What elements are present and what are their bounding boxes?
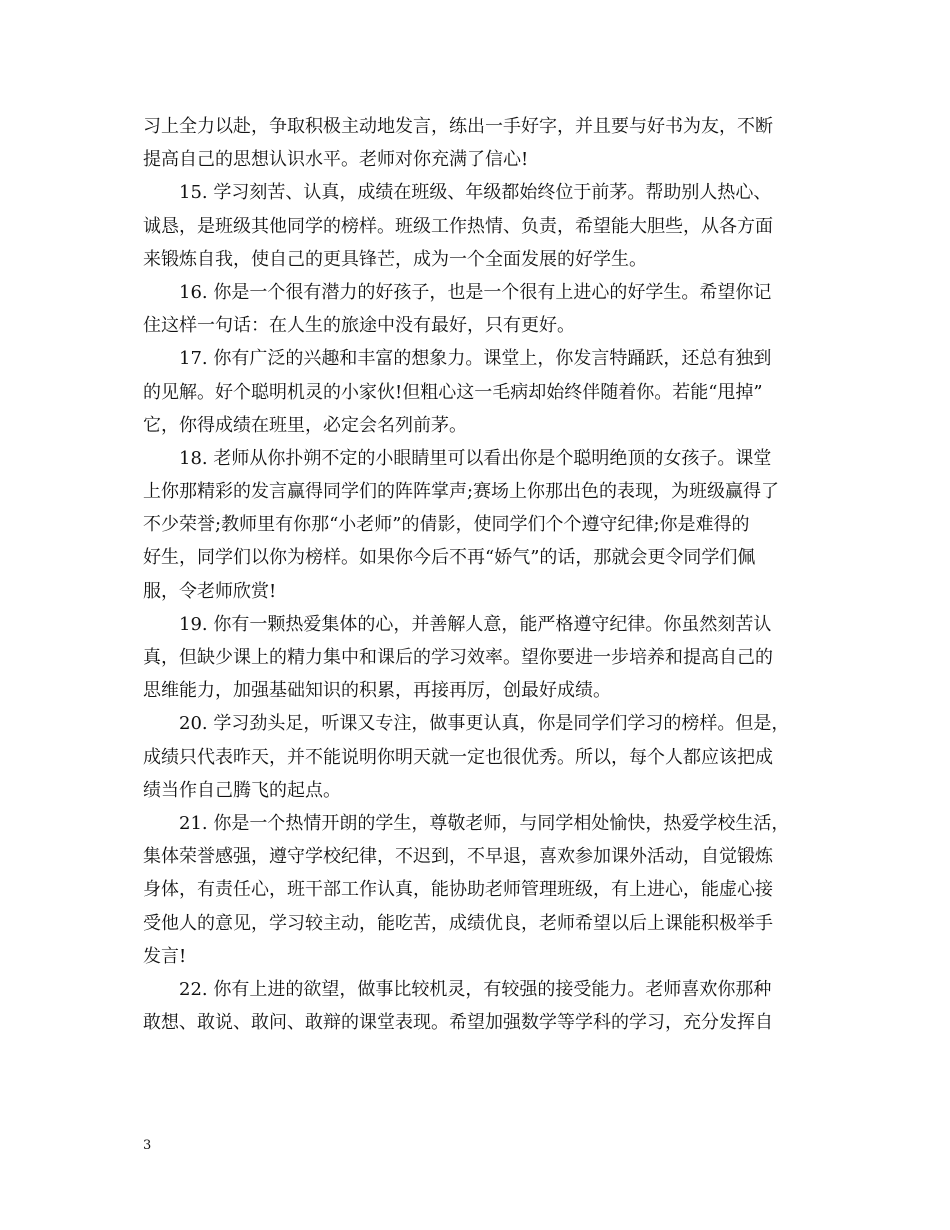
- text-line: 敢想、敢说、敢问、敢辩的课堂表现。希望加强数学等学科的学习，充分发挥自: [143, 1012, 773, 1034]
- text-line: 不少荣誉;教师里有你那“小老师”的倩影，使同学们个个遵守纪律;你是难得的: [143, 514, 750, 536]
- text-line: 受他人的意见，学习较主动，能吃苦，成绩优良，老师希望以后上课能积极举手: [143, 912, 773, 934]
- text-line: 17. 你有广泛的兴趣和丰富的想象力。课堂上，你发言特踊跃，还总有独到: [179, 348, 772, 370]
- text-line: 16. 你是一个很有潜力的好孩子，也是一个很有上进心的好学生。希望你记: [179, 281, 772, 303]
- text-line: 它，你得成绩在班里，必定会名列前茅。: [143, 414, 467, 436]
- text-line: 上你那精彩的发言赢得同学们的阵阵掌声;赛场上你那出色的表现，为班级赢得了: [143, 481, 780, 503]
- document-body: [143, 110, 823, 1039]
- text-line: 习上全力以赴，争取积极主动地发言，练出一手好字，并且要与好书为友，不断: [143, 116, 773, 137]
- text-line: 成绩只代表昨天，并不能说明你明天就一定也很优秀。所以，每个人都应该把成: [143, 746, 773, 768]
- text-line: 21. 你是一个热情开朗的学生，尊敬老师，与同学相处愉快，热爱学校生活，: [179, 812, 790, 834]
- text-line: 诚恳，是班级其他同学的榜样。班级工作热情、负责，希望能大胆些，从各方面: [143, 215, 773, 237]
- text-line: 集体荣誉感强，遵守学校纪律，不迟到，不早退，喜欢参加课外活动，自觉锻炼: [143, 846, 773, 868]
- text-line: 的见解。好个聪明机灵的小家伙!但粗心这一毛病却始终伴随着你。若能“甩掉”: [143, 381, 763, 403]
- text-line: 20. 学习劲头足，听课又专注，做事更认真，你是同学们学习的榜样。但是，: [179, 713, 790, 735]
- text-line: 18. 老师从你扑朔不定的小眼睛里可以看出你是个聪明绝顶的女孩子。课堂: [179, 447, 772, 469]
- text-line: 住这样一句话：在人生的旅途中没有最好，只有更好。: [143, 315, 575, 337]
- text-line: 好生，同学们以你为榜样。如果你今后不再“娇气”的话，那就会更令同学们佩: [143, 547, 756, 569]
- text-line: 发言!: [143, 945, 187, 967]
- text-line: 来锻炼自我，使自己的更具锋芒，成为一个全面发展的好学生。: [143, 248, 647, 270]
- page-number: 3: [143, 1138, 152, 1153]
- text-line: 提高自己的思想认识水平。老师对你充满了信心!: [143, 149, 529, 171]
- text-line: 22. 你有上进的欲望，做事比较机灵，有较强的接受能力。老师喜欢你那种: [179, 978, 772, 1000]
- text-line: 19. 你有一颗热爱集体的心，并善解人意，能严格遵守纪律。你虽然刻苦认: [179, 613, 772, 635]
- text-line: 真，但缺少课上的精力集中和课后的学习效率。望你要进一步培养和提高自己的: [143, 647, 773, 668]
- text-line: 服，令老师欣赏!: [143, 580, 277, 602]
- text-line: 15. 学习刻苦、认真，成绩在班级、年级都始终位于前茅。帮助别人热心、: [179, 182, 772, 204]
- text-line: 思维能力，加强基础知识的积累，再接再厉，创最好成绩。: [143, 680, 611, 702]
- text-line: 身体，有责任心，班干部工作认真，能协助老师管理班级，有上进心，能虚心接: [143, 879, 773, 901]
- text-line: 绩当作自己腾飞的起点。: [143, 779, 341, 801]
